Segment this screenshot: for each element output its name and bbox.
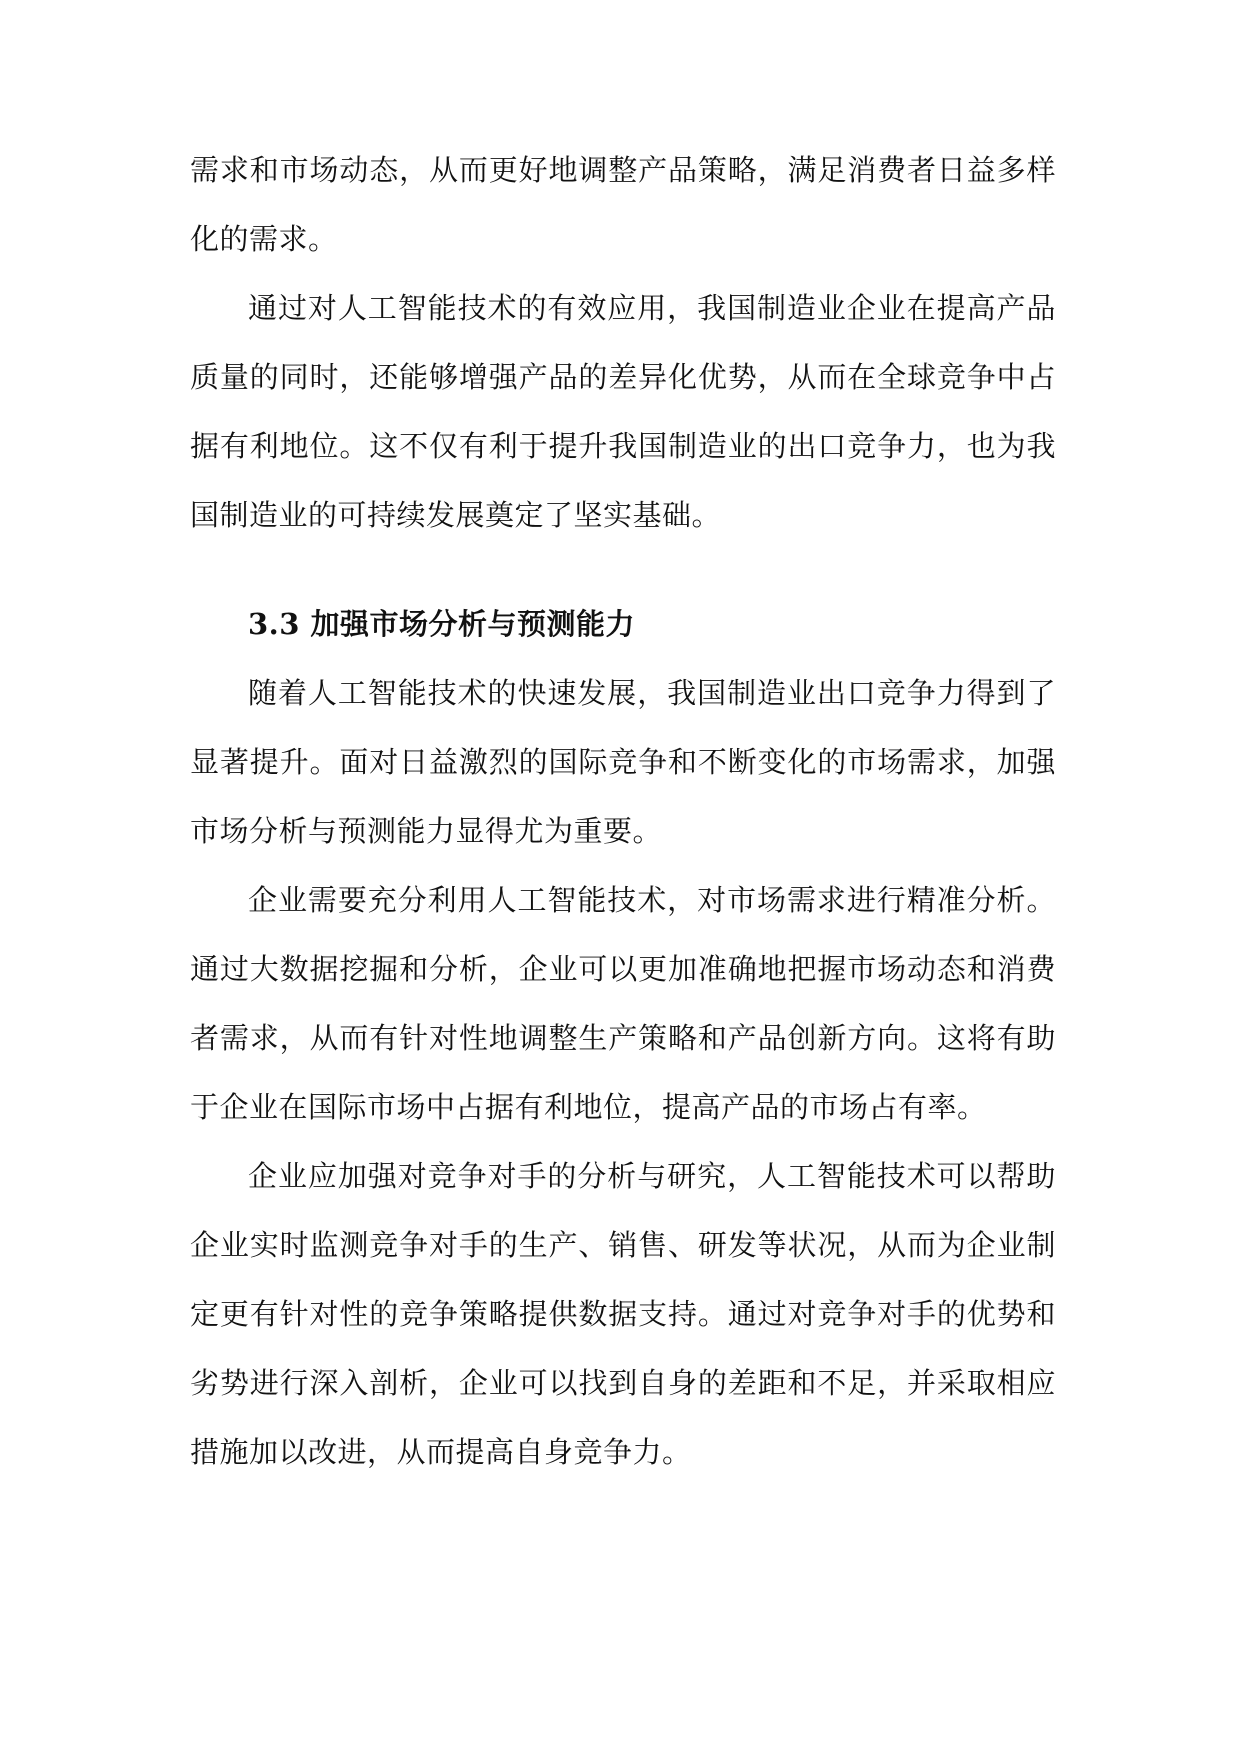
paragraph: 企业需要充分利用人工智能技术，对市场需求进行精准分析。通过大数据挖掘和分析，企业可以更加准确地把握市场动态和消费者需求，从而有针对性地调整生产策略和产品创新方向。这将有助于企业在国际市场中占据有利地位，提高产品的市场占有率。 xyxy=(190,883,1056,1124)
section-heading: 3.3 加强市场分析与预测能力 xyxy=(248,607,636,641)
paragraph: 企业应加强对竞争对手的分析与研究，人工智能技术可以帮助企业实时监测竞争对手的生产、销售、研发等状况，从而为企业制定更有针对性的竞争策略提供数据支持。通过对竞争对手的优势和劣势进行深入剖析，企业可以找到自身的差距和不足，并采取相应措施加以改进，从而提高自身竞争力。 xyxy=(190,1159,1056,1469)
paragraph: 随着人工智能技术的快速发展，我国制造业出口竞争力得到了显著提升。面对日益激烈的国际竞争和不断变化的市场需求，加强市场分析与预测能力显得尤为重要。 xyxy=(190,676,1056,848)
document-page xyxy=(190,136,1056,1487)
paragraph: 通过对人工智能技术的有效应用，我国制造业企业在提高产品质量的同时，还能够增强产品的差异化优势，从而在全球竞争中占据有利地位。这不仅有利于提升我国制造业的出口竞争力，也为我国制造业的可持续发展奠定了坚实基础。 xyxy=(190,291,1056,532)
paragraph-continued: 需求和市场动态，从而更好地调整产品策略，满足消费者日益多样化的需求。 xyxy=(190,153,1056,256)
